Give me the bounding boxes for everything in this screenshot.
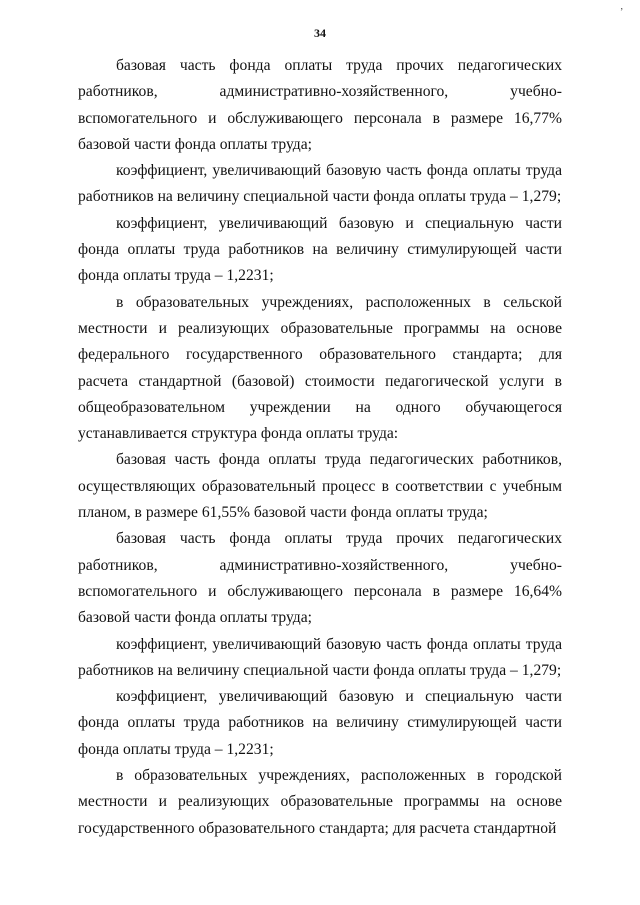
paragraph: коэффициент, увеличивающий базовую часть фонда оплаты труда работников на величину специальной части фонда оплаты труда – 1,279; [78,635,562,679]
paragraph: в образовательных учреждениях, расположенных в городской местности и реализующих образовательные программы на основе государственного образовательного стандарта; для расчета стандартной [78,767,562,837]
scan-mark: ’ [620,7,624,18]
paragraph: базовая часть фонда оплаты труда прочих педагогических работников, административно-хозяйственного, учебно-вспомогательного и обслуживающего персонала в размере 16,77% базовой части фонда оплаты труда; [78,57,562,153]
paragraph: коэффициент, увеличивающий базовую и специальную части фонда оплаты труда работников на величину стимулирующей части фонда оплаты труда – 1,2231; [78,688,562,758]
paragraph: коэффициент, увеличивающий базовую и специальную части фонда оплаты труда работников на величину стимулирующей части фонда оплаты труда – 1,2231; [78,214,562,285]
paragraph: коэффициент, увеличивающий базовую часть фонда оплаты труда работников на величину специальной части фонда оплаты труда – 1,279; [78,162,562,206]
body-text [78,53,562,842]
paragraph: базовая часть фонда оплаты труда прочих педагогических работников, административно-хозяйственного, учебно-вспомогательного и обслуживающего персонала в размере 16,64% базовой части фонда оплаты труда; [78,530,562,627]
page-number: 34 [314,26,326,40]
paragraph: в образовательных учреждениях, расположенных в сельской местности и реализующих образовательные программы на основе федерального государственного образовательного стандарта; для расчета стандартной (базовой) стоимости педагогической услуги в общеобразовательном учреждении на одного обучающегося устанавливается структура фонда оплаты труда: [78,293,562,443]
paragraph: базовая часть фонда оплаты труда педагогических работников, осуществляющих образовательный процесс в соответствии с учебным планом, в размере 61,55% базовой части фонда оплаты труда; [78,451,562,522]
